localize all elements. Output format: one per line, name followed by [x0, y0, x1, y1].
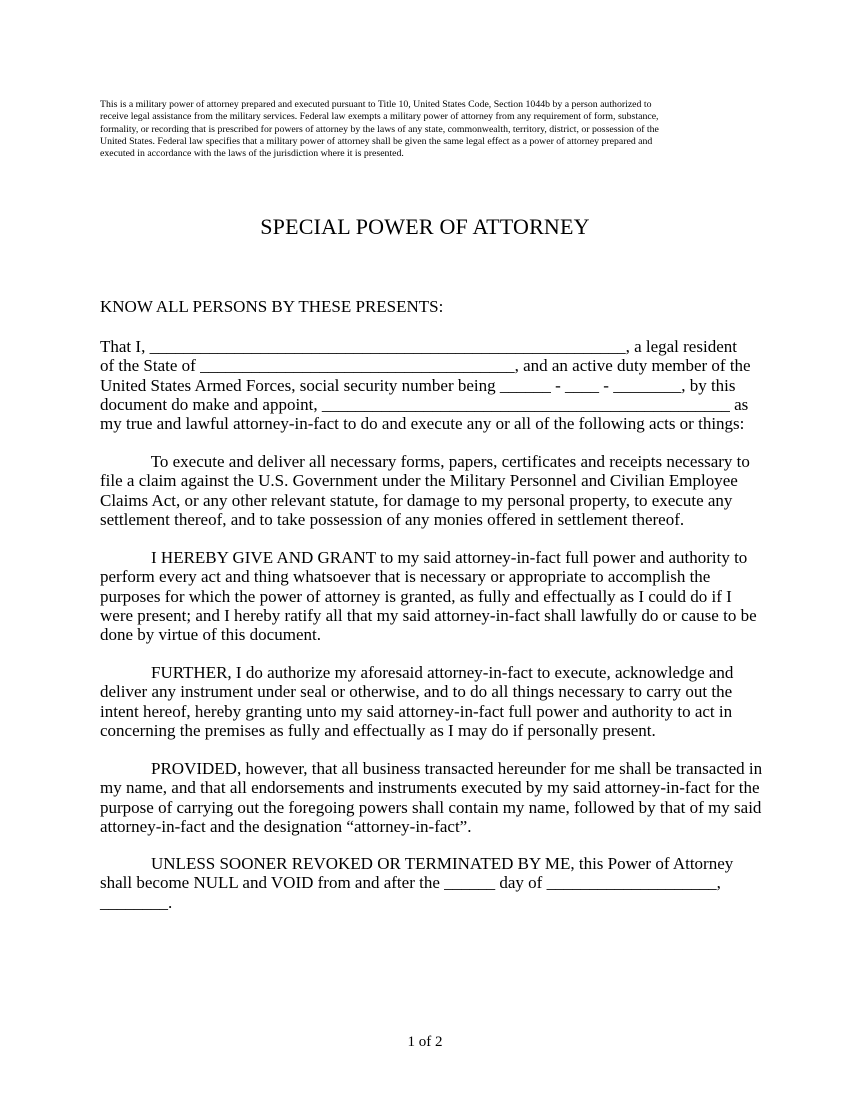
intro-line-acts: my true and lawful attorney-in-fact to do and execute any or all of the following acts or things:: [100, 414, 745, 434]
execute-paragraph: [100, 452, 752, 529]
disclaimer-line: formality, or recording that is prescribed for powers of attorney by the laws of any state, commonwealth, territory, district, or possession of the: [100, 123, 659, 135]
paragraph-line: file a claim against the U.S. Government under the Military Personnel and Civilian Employee: [100, 471, 738, 491]
paragraph-line: my name, and that all endorsements and instruments executed by my said attorney-in-fact for the: [100, 778, 760, 798]
paragraph-line: UNLESS SOONER REVOKED OR TERMINATED BY ME, this Power of Attorney: [100, 854, 734, 873]
disclaimer-line: This is a military power of attorney prepared and executed pursuant to Title 10, United States Code, Section 1044b by a person authorized to: [100, 99, 652, 110]
paragraph-line: attorney-in-fact and the designation “attorney-in-fact”.: [100, 816, 472, 836]
paragraph-line: purposes for which the power of attorney is granted, as fully and effectually as I could do if I: [100, 586, 732, 606]
document-title: SPECIAL POWER OF ATTORNEY: [260, 214, 590, 239]
disclaimer-line: United States. Federal law specifies that a military power of attorney shall be given the same legal effect as a power of attorney prepared and: [100, 135, 653, 147]
unless-revoked-paragraph: [100, 854, 752, 912]
paragraph-line: intent hereof, hereby granting unto my said attorney-in-fact full power and authority to act in: [100, 701, 733, 721]
paragraph-line: done by virtue of this document.: [100, 625, 321, 645]
disclaimer-line: executed in accordance with the laws of the jurisdiction where it is presented.: [100, 148, 404, 160]
paragraph-line: PROVIDED, however, that all business transacted hereunder for me shall be transacted in: [100, 759, 763, 778]
paragraph-line: To execute and deliver all necessary forms, papers, certificates and receipts necessary to: [100, 452, 750, 471]
expiration-date-line[interactable]: shall become NULL and VOID from and after the ______ day of ____________________,: [100, 873, 721, 893]
paragraph-line: deliver any instrument under seal or otherwise, and to do all things necessary to carry out the: [100, 682, 733, 702]
intro-line-ssn[interactable]: United States Armed Forces, social security number being ______ - ____ - ________, by this: [100, 375, 736, 395]
disclaimer-line: receive legal assistance from the military services. Federal law exempts a military power of attorney from any requirement of form, substance,: [100, 111, 659, 123]
intro-line-attorney-name[interactable]: document do make and appoint, ________________________________________________ as: [100, 394, 749, 414]
paragraph-line: FURTHER, I do authorize my aforesaid attorney-in-fact to execute, acknowledge and: [100, 663, 734, 682]
hereby-give-paragraph: [100, 548, 757, 645]
paragraph-line: settlement thereof, and to take possession of any monies offered in settlement thereof.: [100, 509, 685, 529]
military-poa-disclaimer: [100, 99, 740, 160]
intro-line-state[interactable]: of the State of _____________________________________, and an active duty member of the: [100, 356, 751, 376]
provided-paragraph: [100, 759, 763, 836]
paragraph-line: perform every act and thing whatsoever that is necessary or appropriate to accomplish the: [100, 567, 711, 587]
paragraph-line: concerning the premises as fully and effectually as I may do if personally present.: [100, 720, 656, 740]
expiration-year-line[interactable]: ________.: [100, 892, 173, 912]
paragraph-line: I HEREBY GIVE AND GRANT to my said attorney-in-fact full power and authority to: [100, 548, 748, 567]
further-paragraph: [100, 663, 752, 740]
intro-paragraph: [100, 337, 752, 433]
know-all-persons-heading: KNOW ALL PERSONS BY THESE PRESENTS:: [100, 297, 444, 316]
page-number: 1 of 2: [407, 1034, 443, 1050]
paragraph-line: purpose of carrying out the foregoing powers shall contain my name, followed by that of my said: [100, 797, 762, 817]
intro-line-principal-name[interactable]: That I, ________________________________________________________, a legal resident: [100, 337, 737, 356]
paragraph-line: Claims Act, or any other relevant statute, for damage to my personal property, to execute any: [100, 490, 733, 510]
paragraph-line: were present; and I hereby ratify all that my said attorney-in-fact shall lawfully do or cause to be: [100, 605, 757, 625]
